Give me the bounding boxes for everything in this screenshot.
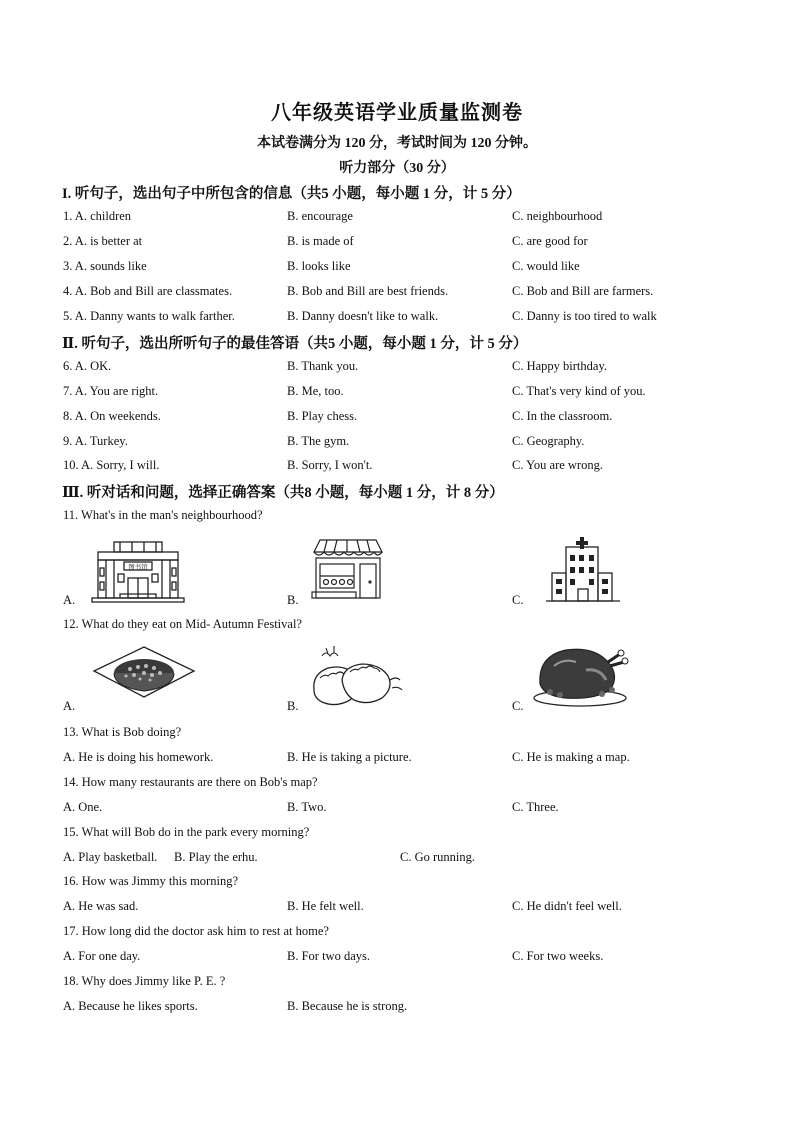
section-3-heading: Ⅲ. 听对话和问题，选择正确答案（共8 小题，每小题 1 分，计 8 分） bbox=[62, 485, 504, 501]
option-b: B. Sorry, I won't. bbox=[287, 458, 373, 472]
exam-info: 本试卷满分为 120 分，考试时间为 120 分钟。 bbox=[257, 136, 537, 151]
option-c: C. are good for bbox=[512, 234, 588, 248]
option-c: C. Three. bbox=[512, 800, 559, 814]
option-c: C. Geography. bbox=[512, 434, 585, 448]
option-a: A. He was sad. bbox=[63, 899, 139, 913]
question-18: 18. Why does Jimmy like P. E. ? bbox=[63, 974, 226, 988]
option-b: B. Play chess. bbox=[287, 409, 358, 423]
mooncake-picture bbox=[90, 643, 198, 701]
question-row bbox=[0, 850, 794, 870]
option-a: 3. A. sounds like bbox=[63, 259, 147, 273]
option-a-label: A. bbox=[63, 699, 76, 713]
question-14: 14. How many restaurants are there on Bob's map? bbox=[63, 775, 318, 789]
option-a: 10. A. Sorry, I will. bbox=[63, 458, 160, 472]
question-row bbox=[0, 284, 794, 304]
option-c-label: C. bbox=[512, 699, 524, 713]
shop-building-picture bbox=[310, 538, 386, 600]
option-c: C. Go running. bbox=[400, 850, 475, 864]
option-c: C. That's very kind of you. bbox=[512, 384, 646, 398]
listening-part-title: 听力部分（30 分） bbox=[339, 161, 455, 176]
option-a: A. Play basketball. bbox=[63, 850, 158, 864]
option-b: B. Two. bbox=[287, 800, 327, 814]
option-b: B. Bob and Bill are best friends. bbox=[287, 284, 449, 298]
option-c: C. Happy birthday. bbox=[512, 359, 608, 373]
section-2-heading: Ⅱ. 听句子，选出所听句子的最佳答语（共5 小题，每小题 1 分，计 5 分） bbox=[62, 336, 528, 352]
option-a: A. He is doing his homework. bbox=[63, 750, 214, 764]
question-row bbox=[0, 999, 794, 1019]
page-title: 八年级英语学业质量监测卷 bbox=[271, 102, 523, 124]
question-row bbox=[0, 384, 794, 404]
option-b: B. The gym. bbox=[287, 434, 350, 448]
question-row bbox=[0, 949, 794, 969]
option-c: C. would like bbox=[512, 259, 580, 273]
question-16: 16. How was Jimmy this morning? bbox=[63, 874, 238, 888]
library-building-picture bbox=[90, 538, 186, 604]
question-row bbox=[0, 458, 794, 478]
option-b-label: B. bbox=[287, 593, 299, 607]
option-a: 1. A. children bbox=[63, 209, 132, 223]
option-a: 8. A. On weekends. bbox=[63, 409, 161, 423]
question-17: 17. How long did the doctor ask him to rest at home? bbox=[63, 924, 329, 938]
section-1-heading: I. 听句子，选出句子中所包含的信息（共5 小题，每小题 1 分，计 5 分） bbox=[62, 186, 521, 202]
option-c: C. He is making a map. bbox=[512, 750, 630, 764]
option-c: C. Danny is too tired to walk bbox=[512, 309, 657, 323]
option-c: C. Bob and Bill are farmers. bbox=[512, 284, 654, 298]
question-row bbox=[0, 434, 794, 454]
question-row bbox=[0, 899, 794, 919]
option-b: B. Play the erhu. bbox=[174, 850, 258, 864]
option-b-label: B. bbox=[287, 699, 299, 713]
option-a: 4. A. Bob and Bill are classmates. bbox=[63, 284, 233, 298]
option-a: 2. A. is better at bbox=[63, 234, 143, 248]
question-row bbox=[0, 259, 794, 279]
option-a: A. One. bbox=[63, 800, 103, 814]
option-a: 7. A. You are right. bbox=[63, 384, 159, 398]
question-row bbox=[0, 359, 794, 379]
option-b: B. He felt well. bbox=[287, 899, 364, 913]
option-c: C. You are wrong. bbox=[512, 458, 603, 472]
question-12: 12. What do they eat on Mid- Autumn Festival? bbox=[63, 617, 302, 631]
question-row bbox=[0, 309, 794, 329]
option-c: C. neighbourhood bbox=[512, 209, 603, 223]
question-11: 11. What's in the man's neighbourhood? bbox=[63, 508, 263, 522]
question-row bbox=[0, 750, 794, 770]
dumplings-picture bbox=[306, 644, 408, 710]
option-a: 5. A. Danny wants to walk farther. bbox=[63, 309, 235, 323]
option-c: C. For two weeks. bbox=[512, 949, 604, 963]
library-sign: 图书馆 bbox=[128, 563, 148, 571]
option-b: B. He is taking a picture. bbox=[287, 750, 412, 764]
question-row bbox=[0, 800, 794, 820]
option-b: B. Because he is strong. bbox=[287, 999, 408, 1013]
option-a: 9. A. Turkey. bbox=[63, 434, 128, 448]
question-13: 13. What is Bob doing? bbox=[63, 725, 182, 739]
option-a: A. For one day. bbox=[63, 949, 141, 963]
option-b: B. For two days. bbox=[287, 949, 370, 963]
hospital-building-picture bbox=[546, 535, 622, 603]
roast-turkey-picture bbox=[530, 640, 632, 710]
option-b: B. Danny doesn't like to walk. bbox=[287, 309, 439, 323]
option-b: B. is made of bbox=[287, 234, 354, 248]
question-row bbox=[0, 234, 794, 254]
option-b: B. Me, too. bbox=[287, 384, 344, 398]
option-b: B. encourage bbox=[287, 209, 353, 223]
question-row bbox=[0, 409, 794, 429]
option-c: C. He didn't feel well. bbox=[512, 899, 622, 913]
question-row bbox=[0, 209, 794, 229]
option-a-label: A. bbox=[63, 593, 76, 607]
option-a: A. Because he likes sports. bbox=[63, 999, 198, 1013]
question-15: 15. What will Bob do in the park every morning? bbox=[63, 825, 310, 839]
option-b: B. looks like bbox=[287, 259, 351, 273]
option-c-label: C. bbox=[512, 593, 524, 607]
option-a: 6. A. OK. bbox=[63, 359, 112, 373]
option-c: C. In the classroom. bbox=[512, 409, 613, 423]
option-b: B. Thank you. bbox=[287, 359, 359, 373]
